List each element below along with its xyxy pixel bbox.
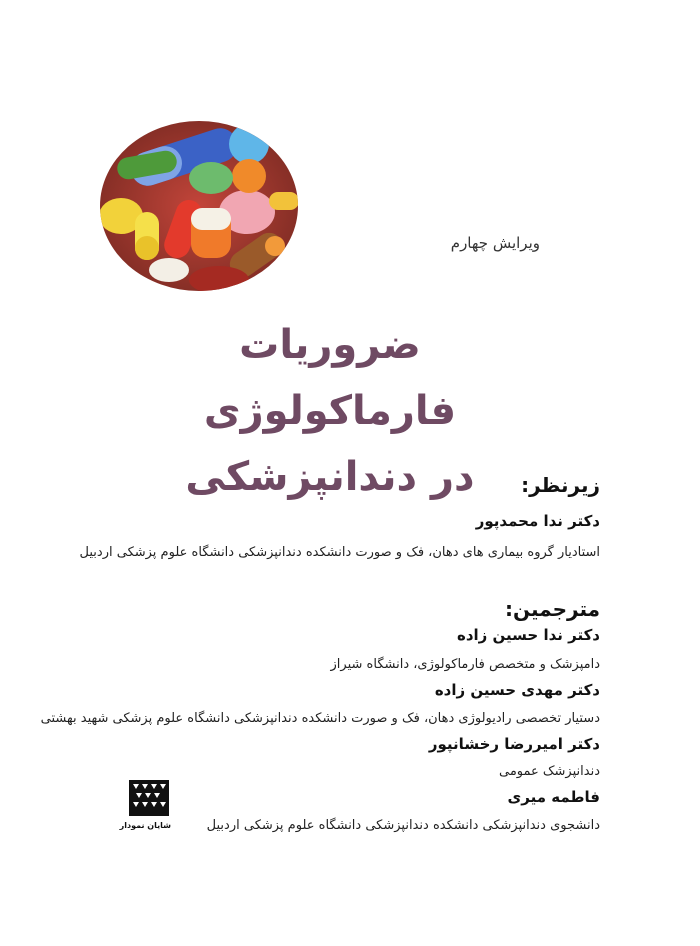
translator-description: دندانپزشک عمومی — [498, 764, 600, 779]
publisher-logo-icon — [129, 780, 169, 816]
translator-description: دانشجوی دندانپزشکی دانشکده دندانپزشکی دانشگاه علوم پزشکی اردبیل — [206, 818, 600, 833]
translator-description: دستیار تخصصی رادیولوژی دهان، فک و صورت دانشکده دندانپزشکی دانشگاه علوم پزشکی شهید بهشتی — [40, 711, 600, 726]
edition-label: ویرایش چهارم — [450, 234, 540, 252]
supervisor-description: استادیار گروه بیماری های دهان، فک و صورت دانشکده دندانپزشکی دانشگاه علوم پزشکی اردبیل — [79, 545, 600, 560]
translator-name: دکتر ندا حسین زاده — [456, 626, 600, 644]
supervisor-name: دکتر ندا محمدپور — [475, 512, 600, 530]
publisher-name: شایان نمودار — [119, 821, 171, 830]
translators-heading: مترجمین: — [505, 597, 600, 621]
translator-name: دکتر امیررضا رخشانپور — [428, 735, 600, 753]
translator-description: دامپزشک و متخصص فارماکولوژی، دانشگاه شیراز — [330, 657, 600, 672]
publisher-logo — [119, 780, 171, 830]
supervisor-heading: زیرنظر: — [521, 473, 600, 497]
translator-name: فاطمه میری — [507, 788, 600, 806]
title-line-1: ضروریات فارماکولوژی — [203, 322, 457, 434]
pills-illustration — [99, 120, 299, 292]
title-line-2: در دندانپزشکی — [185, 454, 475, 500]
translator-name: دکتر مهدی حسین زاده — [434, 681, 600, 699]
